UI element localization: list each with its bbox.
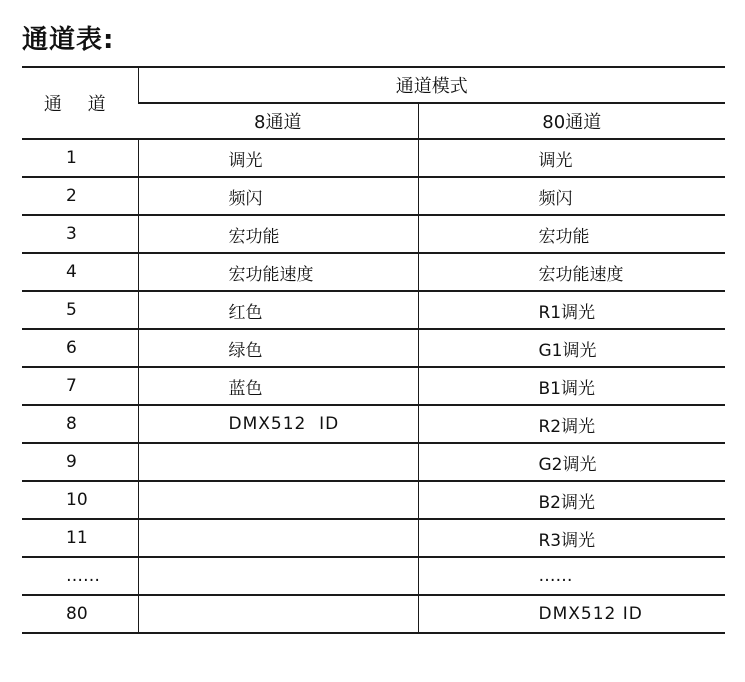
table-row xyxy=(22,329,725,367)
channel-number: 11 xyxy=(22,519,138,557)
mode-80-function: R3调光 xyxy=(418,519,725,557)
channel-table xyxy=(22,66,725,634)
channel-number: 5 xyxy=(22,291,138,329)
table-body xyxy=(22,139,725,633)
mode-8-header: 8通道 xyxy=(138,103,418,139)
mode-80-function: G2调光 xyxy=(418,443,725,481)
mode-8-function: 红色 xyxy=(138,291,418,329)
table-row xyxy=(22,443,725,481)
channel-number: 7 xyxy=(22,367,138,405)
channel-number: 1 xyxy=(22,139,138,177)
mode-80-function: B1调光 xyxy=(418,367,725,405)
mode-8-function xyxy=(138,595,418,633)
mode-8-function xyxy=(138,557,418,595)
mode-8-function: DMX512 ID xyxy=(138,405,418,443)
mode-80-function: G1调光 xyxy=(418,329,725,367)
channel-number: 4 xyxy=(22,253,138,291)
mode-80-function: DMX512 ID xyxy=(418,595,725,633)
table-row xyxy=(22,139,725,177)
table-row xyxy=(22,519,725,557)
table-row xyxy=(22,481,725,519)
mode-80-header: 80通道 xyxy=(418,103,725,139)
table-row xyxy=(22,595,725,633)
page-title: 通道表: xyxy=(22,25,115,55)
table-row xyxy=(22,557,725,595)
mode-8-function: 调光 xyxy=(138,139,418,177)
mode-8-function: 频闪 xyxy=(138,177,418,215)
channel-number: 8 xyxy=(22,405,138,443)
mode-8-function: 宏功能 xyxy=(138,215,418,253)
table-row xyxy=(22,367,725,405)
table-row xyxy=(22,215,725,253)
mode-80-function: R1调光 xyxy=(418,291,725,329)
mode-8-function: 蓝色 xyxy=(138,367,418,405)
table-row xyxy=(22,291,725,329)
mode-80-function: 调光 xyxy=(418,139,725,177)
mode-80-function: R2调光 xyxy=(418,405,725,443)
channel-header: 通 道 xyxy=(22,67,138,139)
mode-8-function: 绿色 xyxy=(138,329,418,367)
channel-number: 6 xyxy=(22,329,138,367)
mode-8-function xyxy=(138,443,418,481)
table-row xyxy=(22,177,725,215)
mode-80-function: 频闪 xyxy=(418,177,725,215)
channel-number: 10 xyxy=(22,481,138,519)
mode-8-function xyxy=(138,481,418,519)
mode-8-function xyxy=(138,519,418,557)
channel-number: 3 xyxy=(22,215,138,253)
mode-8-function: 宏功能速度 xyxy=(138,253,418,291)
channel-number: …… xyxy=(22,557,138,595)
table-row xyxy=(22,253,725,291)
mode-80-function: 宏功能 xyxy=(418,215,725,253)
mode-group-header: 通道模式 xyxy=(138,67,725,103)
mode-80-function: B2调光 xyxy=(418,481,725,519)
channel-number: 80 xyxy=(22,595,138,633)
table-row xyxy=(22,405,725,443)
channel-number: 9 xyxy=(22,443,138,481)
channel-number: 2 xyxy=(22,177,138,215)
mode-80-function: …… xyxy=(418,557,725,595)
mode-80-function: 宏功能速度 xyxy=(418,253,725,291)
